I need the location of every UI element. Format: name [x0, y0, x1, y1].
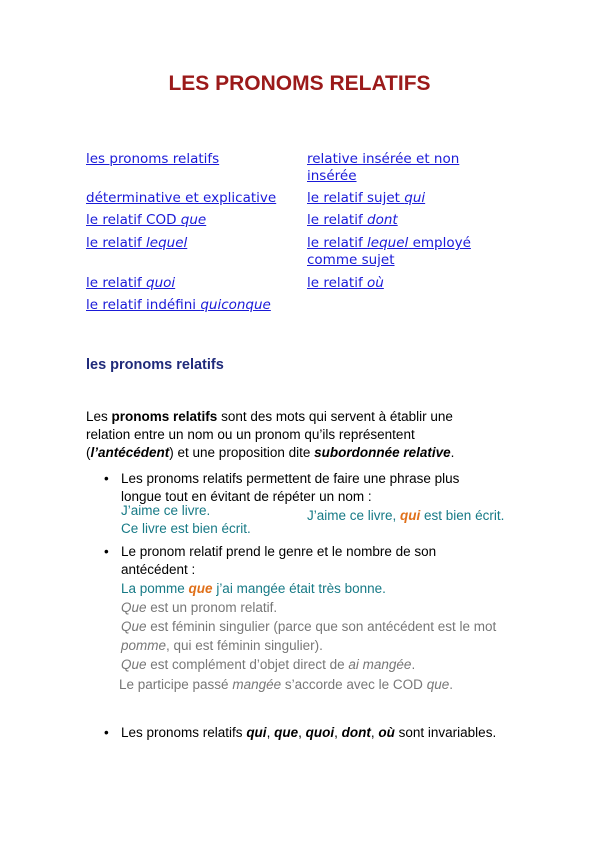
example-combined-sentence: J’aime ce livre, qui est bien écrit. [307, 508, 505, 523]
bullet-1-text: Les pronoms relatifs permettent de faire une phrase plus longue tout en évitant de répéter un nom : [121, 471, 460, 504]
link-relatif-cod-que[interactable]: le relatif COD que [86, 212, 207, 228]
bullet-2-text: Le pronom relatif prend le genre et le nombre de son antécédent : [121, 544, 437, 577]
link-relatif-quiconque[interactable]: le relatif indéfini quiconque [86, 297, 271, 313]
link-relatif-lequel-sujet[interactable]: le relatif lequel employé comme sujet [307, 235, 471, 268]
link-determinative-explicative[interactable]: déterminative et explicative [86, 190, 277, 206]
bullet-3-text: Les pronoms relatifs qui, que, quoi, dont, où sont invariables. [121, 725, 497, 740]
section-title: les pronoms relatifs [86, 357, 224, 373]
link-relative-inseree[interactable]: relative insérée et non insérée [307, 151, 460, 184]
explanation-line: Que est un pronom relatif. [121, 600, 278, 615]
link-relatif-lequel[interactable]: le relatif lequel [86, 235, 188, 251]
bullet-marker: • [104, 471, 109, 486]
bullet-marker: • [104, 725, 109, 740]
link-relatif-dont[interactable]: le relatif dont [307, 212, 398, 228]
link-relatif-quoi[interactable]: le relatif quoi [86, 275, 176, 291]
link-pronoms-relatifs[interactable]: les pronoms relatifs [86, 151, 220, 167]
explanation-line: Le participe passé mangée s’accorde avec le COD que. [119, 677, 453, 692]
example-sentence: Ce livre est bien écrit. [121, 521, 251, 536]
explanation-line: Que est féminin singulier (parce que son antécédent est le mot [121, 619, 497, 634]
example-sentence: La pomme que j’ai mangée était très bonne. [121, 581, 386, 596]
intro-paragraph: Les pronoms relatifs sont des mots qui servent à établir une relation entre un nom ou un pronom qu’ils représentent (l’antécédent) et une proposition dite subordonnée relative. [86, 409, 455, 460]
page-title: LES PRONOMS RELATIFS [168, 72, 431, 95]
link-relatif-sujet-qui[interactable]: le relatif sujet qui [307, 190, 426, 206]
bullet-marker: • [104, 544, 109, 559]
link-relatif-ou[interactable]: le relatif où [307, 275, 384, 291]
explanation-line: pomme, qui est féminin singulier). [121, 638, 323, 653]
explanation-line: Que est complément d’objet direct de ai mangée. [121, 657, 416, 672]
example-sentence: J’aime ce livre. [121, 503, 211, 518]
